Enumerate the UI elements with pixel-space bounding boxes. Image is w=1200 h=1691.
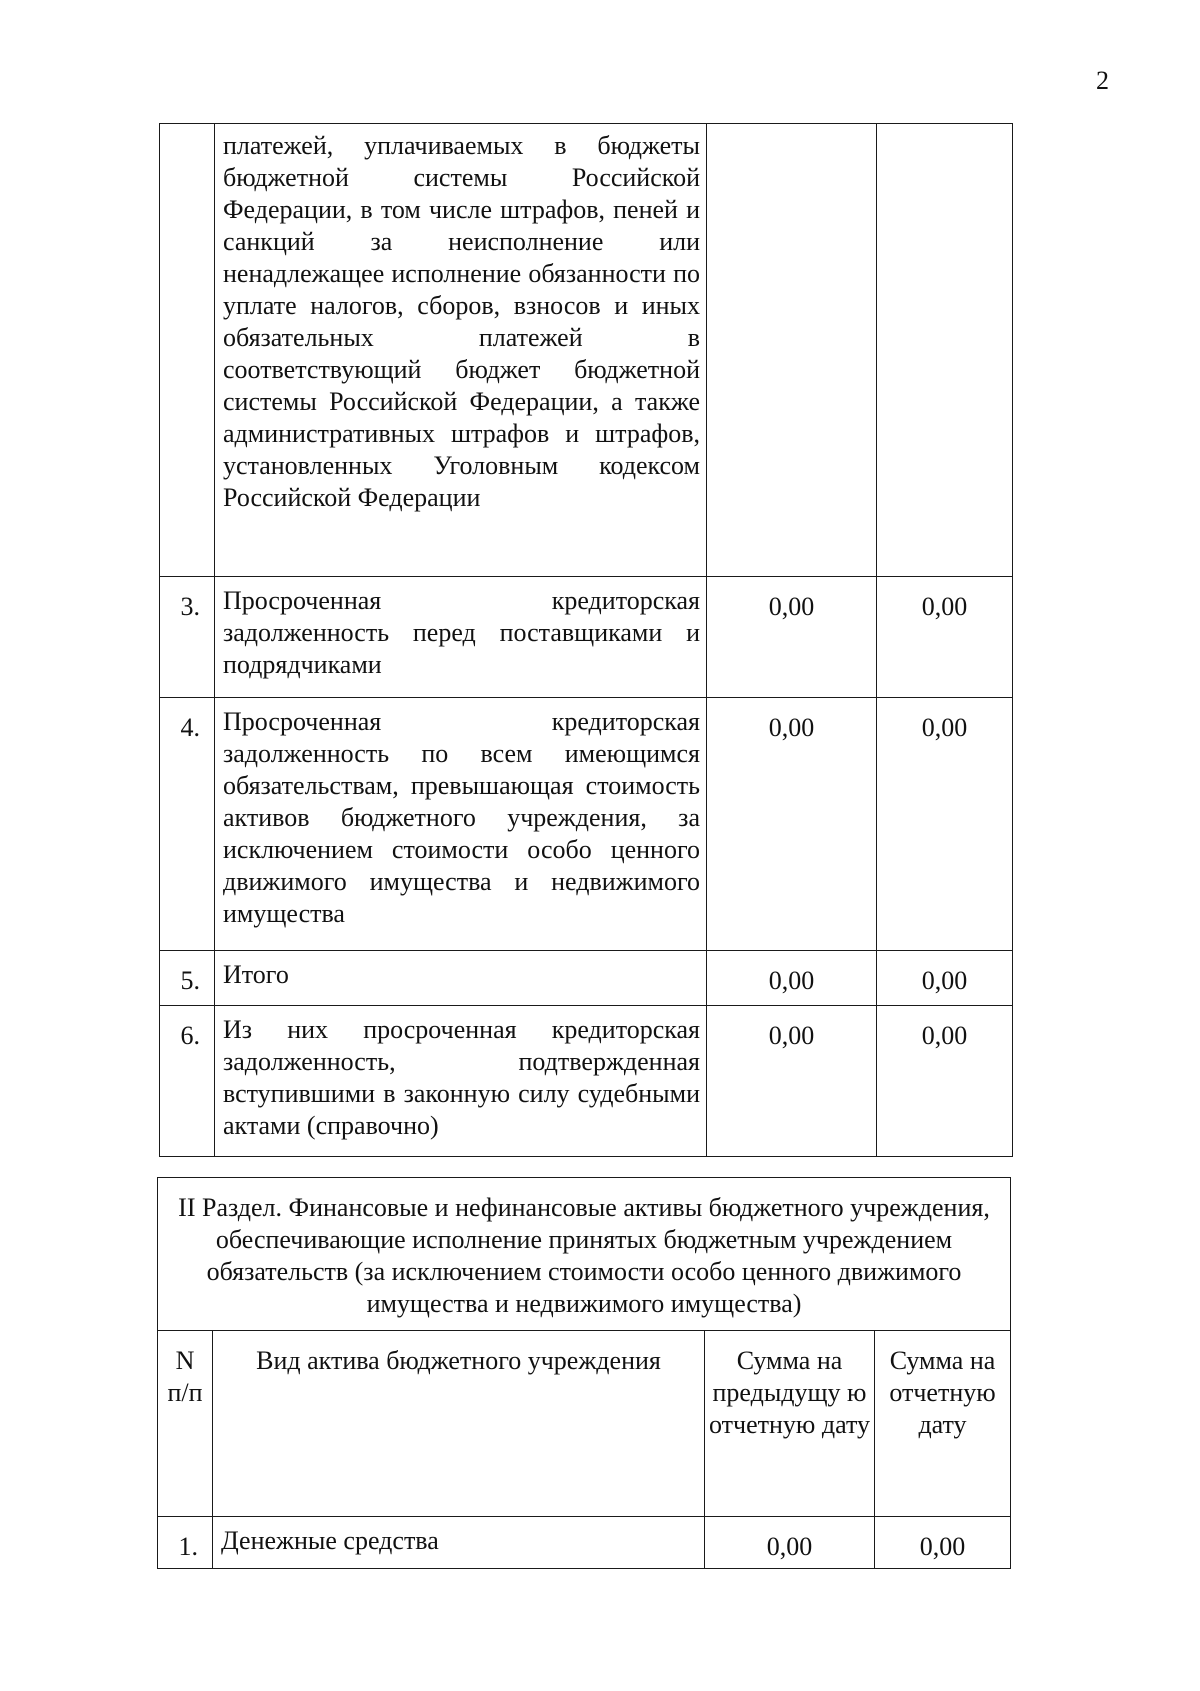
- row-description: Просроченная кредиторская задолженность перед поставщиками и подрядчиками: [215, 577, 707, 698]
- report-date-amount: 0,00: [877, 1006, 1013, 1157]
- report-date-amount: 0,00: [877, 698, 1013, 951]
- row-description: Итого: [215, 951, 707, 1006]
- row-description: платежей, уплачиваемых в бюджеты бюджетной системы Российской Федерации, в том числе штрафов, пеней и санкций за неисполнение или ненадлежащее исполнение обязанности по уплате налогов, сборов, взносов и иных обязательных платежей в соответствующий бюджет бюджетной системы Российской Федерации, а также административных штрафов и штрафов, установленных Уголовным кодексом Российской Федерации: [215, 124, 707, 577]
- row-description: Просроченная кредиторская задолженность по всем имеющимся обязательствам, превышающая стоимость активов бюджетного учреждения, за исключением стоимости особо ценного движимого имущества и недвижимого имущества: [215, 698, 707, 951]
- row-number: 3.: [160, 577, 215, 698]
- header-number: N п/п: [158, 1331, 213, 1517]
- table-row: [160, 577, 1013, 698]
- report-date-amount: [877, 124, 1013, 577]
- assets-table: [157, 1177, 1011, 1569]
- prev-date-amount: 0,00: [707, 951, 877, 1006]
- prev-date-amount: 0,00: [705, 1517, 875, 1569]
- row-description: Денежные средства: [213, 1517, 705, 1569]
- row-description: Из них просроченная кредиторская задолженность, подтвержденная вступившими в законную силу судебными актами (справочно): [215, 1006, 707, 1157]
- liabilities-table: [159, 123, 1013, 1157]
- row-number: 6.: [160, 1006, 215, 1157]
- table-row: [160, 1006, 1013, 1157]
- prev-date-amount: 0,00: [707, 698, 877, 951]
- prev-date-amount: 0,00: [707, 577, 877, 698]
- report-date-amount: 0,00: [877, 577, 1013, 698]
- header-asset-type: Вид актива бюджетного учреждения: [213, 1331, 705, 1517]
- section-title-row: [158, 1178, 1011, 1331]
- prev-date-amount: [707, 124, 877, 577]
- header-prev-date-amount: Сумма на предыдущу ю отчетную дату: [705, 1331, 875, 1517]
- report-date-amount: 0,00: [877, 951, 1013, 1006]
- table-row: [158, 1517, 1011, 1569]
- row-number: 5.: [160, 951, 215, 1006]
- prev-date-amount: 0,00: [707, 1006, 877, 1157]
- table-row: [160, 951, 1013, 1006]
- header-report-date-amount: Сумма на отчетную дату: [875, 1331, 1011, 1517]
- report-date-amount: 0,00: [875, 1517, 1011, 1569]
- table-row: [160, 698, 1013, 951]
- section-title: II Раздел. Финансовые и нефинансовые активы бюджетного учреждения, обеспечивающие исполнение принятых бюджетным учреждением обязательств (за исключением стоимости особо ценного движимого имущества и недвижимого имущества): [158, 1178, 1011, 1331]
- row-number: [160, 124, 215, 577]
- page-number: 2: [1096, 66, 1109, 95]
- row-number: 4.: [160, 698, 215, 951]
- row-number: 1.: [158, 1517, 213, 1569]
- table-header-row: [158, 1331, 1011, 1517]
- table-row: [160, 124, 1013, 577]
